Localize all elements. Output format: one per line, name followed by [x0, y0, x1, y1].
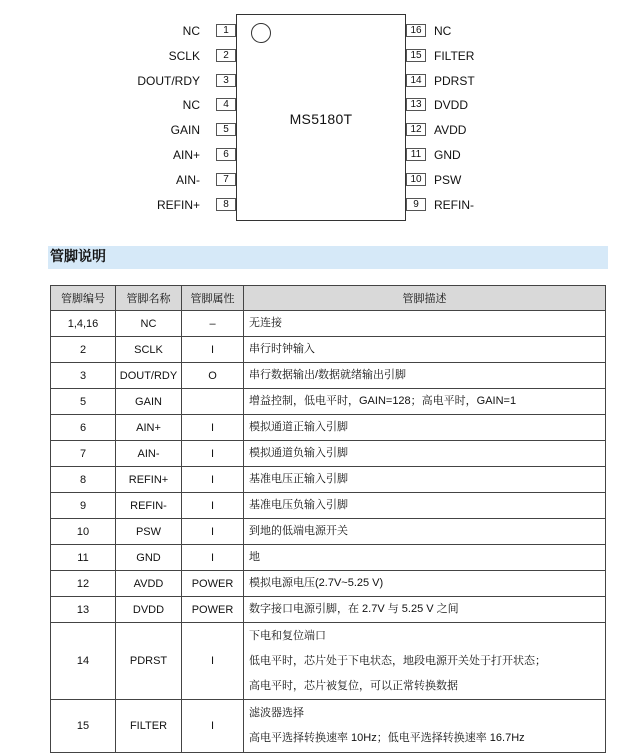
desc-line: 基准电压负输入引脚 [249, 499, 348, 511]
cell-pin-name: REFIN- [116, 493, 182, 519]
pin-right-2 [406, 48, 566, 64]
desc-line: 地 [249, 551, 260, 563]
table-row [51, 363, 606, 389]
pin-left-2 [100, 48, 236, 64]
desc-line: 低电平时，芯片处于下电状态，地段电源开关处于打开状态； [249, 654, 546, 667]
pin-right-1 [406, 23, 566, 39]
cell-pin-desc [244, 467, 606, 493]
pin-number: 5 [216, 123, 236, 136]
pin-label: PDRST [434, 73, 475, 88]
header-pin-attr: 管脚属性 [182, 286, 244, 311]
pin-label: GND [434, 148, 461, 162]
desc-line: 无连接 [249, 317, 282, 329]
desc-line: 高电平选择转换速率 10Hz；低电平选择转换速率 16.7Hz [249, 732, 525, 744]
cell-pin-desc [244, 493, 606, 519]
pin-number: 3 [216, 74, 236, 87]
desc-line: 到地的低端电源开关 [249, 525, 348, 537]
cell-pin-name: AVDD [116, 571, 182, 597]
cell-pin-number: 10 [51, 519, 116, 545]
desc-line: 模拟通道负输入引脚 [249, 447, 348, 459]
cell-pin-name: PDRST [116, 623, 182, 700]
table-row [51, 597, 606, 623]
cell-pin-name: GND [116, 545, 182, 571]
cell-pin-attr: I [182, 415, 244, 441]
pin-right-4 [406, 97, 566, 113]
cell-pin-attr [182, 389, 244, 415]
pin-label: NC [182, 98, 200, 113]
table-row [51, 441, 606, 467]
cell-pin-name: PSW [116, 519, 182, 545]
desc-line: 基准电压正输入引脚 [249, 473, 348, 485]
cell-pin-name: DVDD [116, 597, 182, 623]
pin-label: NC [434, 24, 452, 38]
pin-number: 9 [406, 198, 426, 211]
cell-pin-desc [244, 441, 606, 467]
cell-pin-attr: I [182, 337, 244, 363]
pin-label: NC [182, 24, 200, 38]
pin-label: GAIN [170, 123, 200, 138]
desc-line: 增益控制，低电平时，GAIN=128；高电平时，GAIN=1 [249, 395, 517, 407]
cell-pin-number: 11 [51, 545, 116, 571]
table-row [51, 467, 606, 493]
cell-pin-attr: I [182, 545, 244, 571]
desc-line: 数字接口电源引脚，在 2.7V 与 5.25 V 之间 [249, 603, 459, 615]
cell-pin-desc [244, 571, 606, 597]
cell-pin-attr: POWER [182, 597, 244, 623]
header-pin-name: 管脚名称 [116, 286, 182, 311]
pin-table [50, 285, 606, 753]
desc-line: 模拟通道正输入引脚 [249, 421, 348, 433]
header-pin-desc: 管脚描述 [244, 286, 606, 311]
section-title: 管脚说明 [48, 246, 608, 269]
pin-left-6 [100, 147, 236, 163]
cell-pin-number: 8 [51, 467, 116, 493]
pin-left-5 [100, 122, 236, 138]
cell-pin-number: 7 [51, 441, 116, 467]
cell-pin-number: 2 [51, 337, 116, 363]
table-row [51, 700, 606, 753]
table-row [51, 623, 606, 700]
cell-pin-desc [244, 545, 606, 571]
pin-label: FILTER [434, 48, 475, 63]
table-row [51, 493, 606, 519]
desc-line: 串行时钟输入 [249, 343, 315, 355]
cell-pin-attr: I [182, 519, 244, 545]
pin-label: DVDD [434, 98, 469, 113]
pin-label: DOUT/RDY [137, 73, 200, 88]
cell-pin-number: 5 [51, 389, 116, 415]
pin-number: 2 [216, 49, 236, 62]
table-header-row [51, 286, 606, 311]
cell-pin-name: AIN- [116, 441, 182, 467]
cell-pin-name: SCLK [116, 337, 182, 363]
cell-pin-number: 9 [51, 493, 116, 519]
pin-left-4 [100, 97, 236, 113]
table-row [51, 389, 606, 415]
cell-pin-name: GAIN [116, 389, 182, 415]
cell-pin-name: AIN+ [116, 415, 182, 441]
cell-pin-name: NC [116, 311, 182, 337]
pin-number: 4 [216, 98, 236, 111]
pin-left-1 [100, 23, 236, 39]
cell-pin-attr: I [182, 441, 244, 467]
table-row [51, 415, 606, 441]
desc-line: 串行数据输出/数据就绪输出引脚 [249, 369, 407, 381]
table-row [51, 519, 606, 545]
table-row [51, 337, 606, 363]
pin-label: PSW [434, 172, 462, 187]
pin-right-5 [406, 122, 566, 138]
cell-pin-number: 15 [51, 700, 116, 753]
pin-right-7 [406, 172, 566, 188]
cell-pin-desc [244, 363, 606, 389]
cell-pin-number: 13 [51, 597, 116, 623]
pin-label: AIN- [176, 172, 200, 187]
cell-pin-attr: I [182, 623, 244, 700]
pin-right-8 [406, 197, 566, 213]
desc-line: 模拟电源电压(2.7V~5.25 V) [249, 577, 384, 589]
chip-name: MS5180T [289, 111, 353, 127]
cell-pin-attr: O [182, 363, 244, 389]
cell-pin-desc [244, 519, 606, 545]
cell-pin-attr: I [182, 493, 244, 519]
cell-pin-attr: – [182, 311, 244, 337]
pin-right-3 [406, 73, 566, 89]
pin1-marker [251, 23, 271, 43]
pin-number: 11 [406, 148, 426, 161]
desc-line: 下电和复位端口 [249, 629, 326, 642]
pin-left-7 [100, 172, 236, 188]
pin-number: 14 [406, 74, 426, 87]
pin-number: 10 [406, 173, 426, 186]
cell-pin-desc [244, 415, 606, 441]
pin-label: AIN+ [172, 148, 200, 162]
cell-pin-desc [244, 311, 606, 337]
pin-label: REFIN+ [156, 197, 200, 212]
pin-number: 1 [216, 24, 236, 37]
pin-left-3 [100, 73, 236, 89]
cell-pin-attr: POWER [182, 571, 244, 597]
cell-pin-desc [244, 337, 606, 363]
cell-pin-desc [244, 700, 606, 753]
pin-right-6 [406, 147, 566, 163]
cell-pin-name: FILTER [116, 700, 182, 753]
pin-label: AVDD [434, 123, 467, 138]
pin-number: 7 [216, 173, 236, 186]
table-row [51, 571, 606, 597]
cell-pin-number: 1,4,16 [51, 311, 116, 337]
pin-number: 15 [406, 49, 426, 62]
cell-pin-number: 12 [51, 571, 116, 597]
cell-pin-number: 14 [51, 623, 116, 700]
cell-pin-attr: I [182, 467, 244, 493]
pin-label: SCLK [168, 48, 200, 63]
cell-pin-desc [244, 623, 606, 700]
cell-pin-number: 6 [51, 415, 116, 441]
cell-pin-number: 3 [51, 363, 116, 389]
cell-pin-desc [244, 389, 606, 415]
pin-number: 8 [216, 198, 236, 211]
table-row [51, 545, 606, 571]
cell-pin-attr: I [182, 700, 244, 753]
pin-number: 6 [216, 148, 236, 161]
chip-package [236, 14, 406, 221]
table-row [51, 311, 606, 337]
cell-pin-name: REFIN+ [116, 467, 182, 493]
header-pin-number: 管脚编号 [51, 286, 116, 311]
pin-number: 16 [406, 24, 426, 37]
pin-left-8 [100, 197, 236, 213]
desc-line: 滤波器选择 [249, 707, 304, 719]
desc-line: 高电平时，芯片被复位，可以正常转换数据 [249, 679, 458, 692]
pin-label: REFIN- [434, 197, 474, 212]
cell-pin-name: DOUT/RDY [116, 363, 182, 389]
pin-number: 12 [406, 123, 426, 136]
cell-pin-desc [244, 597, 606, 623]
pin-number: 13 [406, 98, 426, 111]
